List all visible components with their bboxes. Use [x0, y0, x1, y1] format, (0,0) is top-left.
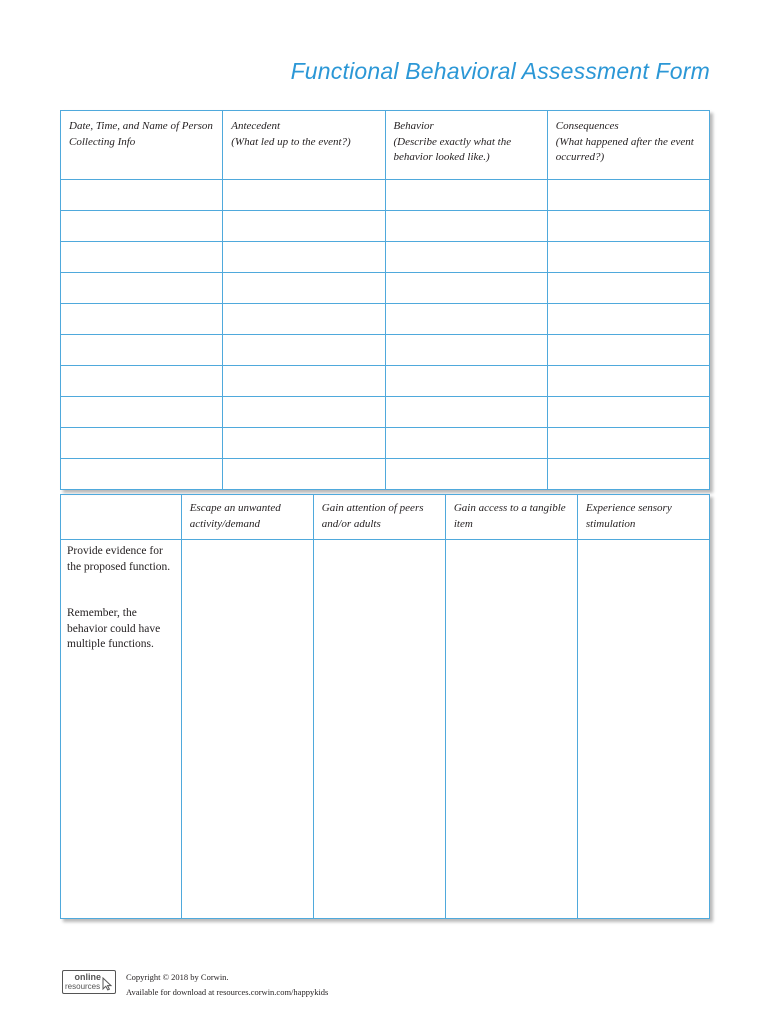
log-cell-antecedent[interactable]: [223, 459, 385, 490]
log-row: [61, 273, 710, 304]
log-cell-date[interactable]: [61, 335, 223, 366]
form-title: Functional Behavioral Assessment Form: [290, 58, 710, 84]
function-header-escape: Escape an unwanted activity/demand: [181, 495, 313, 540]
online-resources-badge: [62, 970, 116, 994]
log-header-consequences-line1: Consequences: [555, 120, 619, 132]
log-cell-antecedent[interactable]: [223, 366, 385, 397]
log-cell-date[interactable]: [61, 273, 223, 304]
function-header-sensory: Experience sensory stimulation: [577, 495, 709, 540]
evidence-cell-tangible[interactable]: [445, 540, 577, 919]
log-row: [61, 242, 710, 273]
log-header-antecedent: [223, 111, 385, 180]
log-cell-date[interactable]: [61, 211, 223, 242]
log-cell-consequences[interactable]: [547, 366, 709, 397]
log-cell-consequences[interactable]: [547, 242, 709, 273]
evidence-prompt: Provide evidence for the proposed function.: [67, 545, 171, 573]
function-header-tangible: Gain access to a tangible item: [445, 495, 577, 540]
log-table-body: [61, 180, 710, 490]
evidence-cell-sensory[interactable]: [577, 540, 709, 919]
cursor-arrow-icon: [101, 977, 113, 991]
badge-bottom-text: resources: [65, 982, 101, 991]
log-header-antecedent-line2: (What led up to the event?): [231, 135, 351, 148]
log-cell-behavior[interactable]: [385, 304, 547, 335]
log-cell-consequences[interactable]: [547, 335, 709, 366]
log-header-consequences-line2: (What happened after the event occurred?): [555, 135, 694, 163]
log-cell-date[interactable]: [61, 180, 223, 211]
log-cell-date[interactable]: [61, 397, 223, 428]
log-cell-consequences[interactable]: [547, 273, 709, 304]
log-cell-consequences[interactable]: [547, 304, 709, 335]
log-cell-date[interactable]: [61, 242, 223, 273]
log-row: [61, 459, 710, 490]
footer-text: [126, 970, 328, 1000]
log-cell-antecedent[interactable]: [223, 397, 385, 428]
evidence-instructions-cell: [61, 540, 182, 919]
evidence-cell-attention[interactable]: [313, 540, 445, 919]
evidence-note: Remember, the behavior could have multiple functions.: [67, 607, 161, 650]
log-cell-consequences[interactable]: [547, 211, 709, 242]
log-cell-consequences[interactable]: [547, 459, 709, 490]
function-evidence-row: [61, 540, 710, 919]
log-header-row: [61, 111, 710, 180]
page-footer: [62, 970, 328, 1000]
log-cell-behavior[interactable]: [385, 366, 547, 397]
log-header-behavior-line1: Behavior: [393, 120, 434, 132]
log-header-date-line1: Date, Time, and Name of Person: [69, 120, 213, 132]
log-header-date: [61, 111, 223, 180]
log-row: [61, 366, 710, 397]
log-header-consequences: [547, 111, 709, 180]
log-cell-antecedent[interactable]: [223, 428, 385, 459]
log-row: [61, 180, 710, 211]
log-cell-behavior[interactable]: [385, 397, 547, 428]
evidence-cell-escape[interactable]: [181, 540, 313, 919]
copyright-line: Copyright © 2018 by Corwin.: [126, 972, 229, 982]
function-corner-cell: [61, 495, 182, 540]
function-header-attention: Gain attention of peers and/or adults: [313, 495, 445, 540]
log-row: [61, 428, 710, 459]
log-row: [61, 335, 710, 366]
log-header-behavior-line2: (Describe exactly what the behavior looked like.): [393, 135, 512, 163]
log-cell-date[interactable]: [61, 304, 223, 335]
log-cell-behavior[interactable]: [385, 335, 547, 366]
log-row: [61, 211, 710, 242]
log-cell-behavior[interactable]: [385, 211, 547, 242]
log-header-date-line2: Collecting Info: [69, 135, 136, 148]
log-cell-consequences[interactable]: [547, 397, 709, 428]
log-header-antecedent-line1: Antecedent: [231, 120, 281, 132]
log-cell-behavior[interactable]: [385, 273, 547, 304]
log-cell-date[interactable]: [61, 459, 223, 490]
badge-top-text: online: [74, 972, 101, 982]
behavior-function-table: [60, 494, 710, 919]
log-cell-date[interactable]: [61, 366, 223, 397]
log-row: [61, 304, 710, 335]
log-cell-behavior[interactable]: [385, 242, 547, 273]
log-cell-antecedent[interactable]: [223, 304, 385, 335]
log-row: [61, 397, 710, 428]
behavior-log-table: [60, 110, 710, 490]
log-cell-date[interactable]: [61, 428, 223, 459]
log-cell-antecedent[interactable]: [223, 242, 385, 273]
download-line: Available for download at resources.corwin.com/happykids: [126, 987, 329, 997]
function-header-row: [61, 495, 710, 540]
log-cell-consequences[interactable]: [547, 428, 709, 459]
log-header-behavior: [385, 111, 547, 180]
log-cell-behavior[interactable]: [385, 180, 547, 211]
log-cell-antecedent[interactable]: [223, 273, 385, 304]
log-cell-antecedent[interactable]: [223, 211, 385, 242]
log-cell-antecedent[interactable]: [223, 180, 385, 211]
log-cell-behavior[interactable]: [385, 428, 547, 459]
log-cell-consequences[interactable]: [547, 180, 709, 211]
log-cell-antecedent[interactable]: [223, 335, 385, 366]
log-cell-behavior[interactable]: [385, 459, 547, 490]
